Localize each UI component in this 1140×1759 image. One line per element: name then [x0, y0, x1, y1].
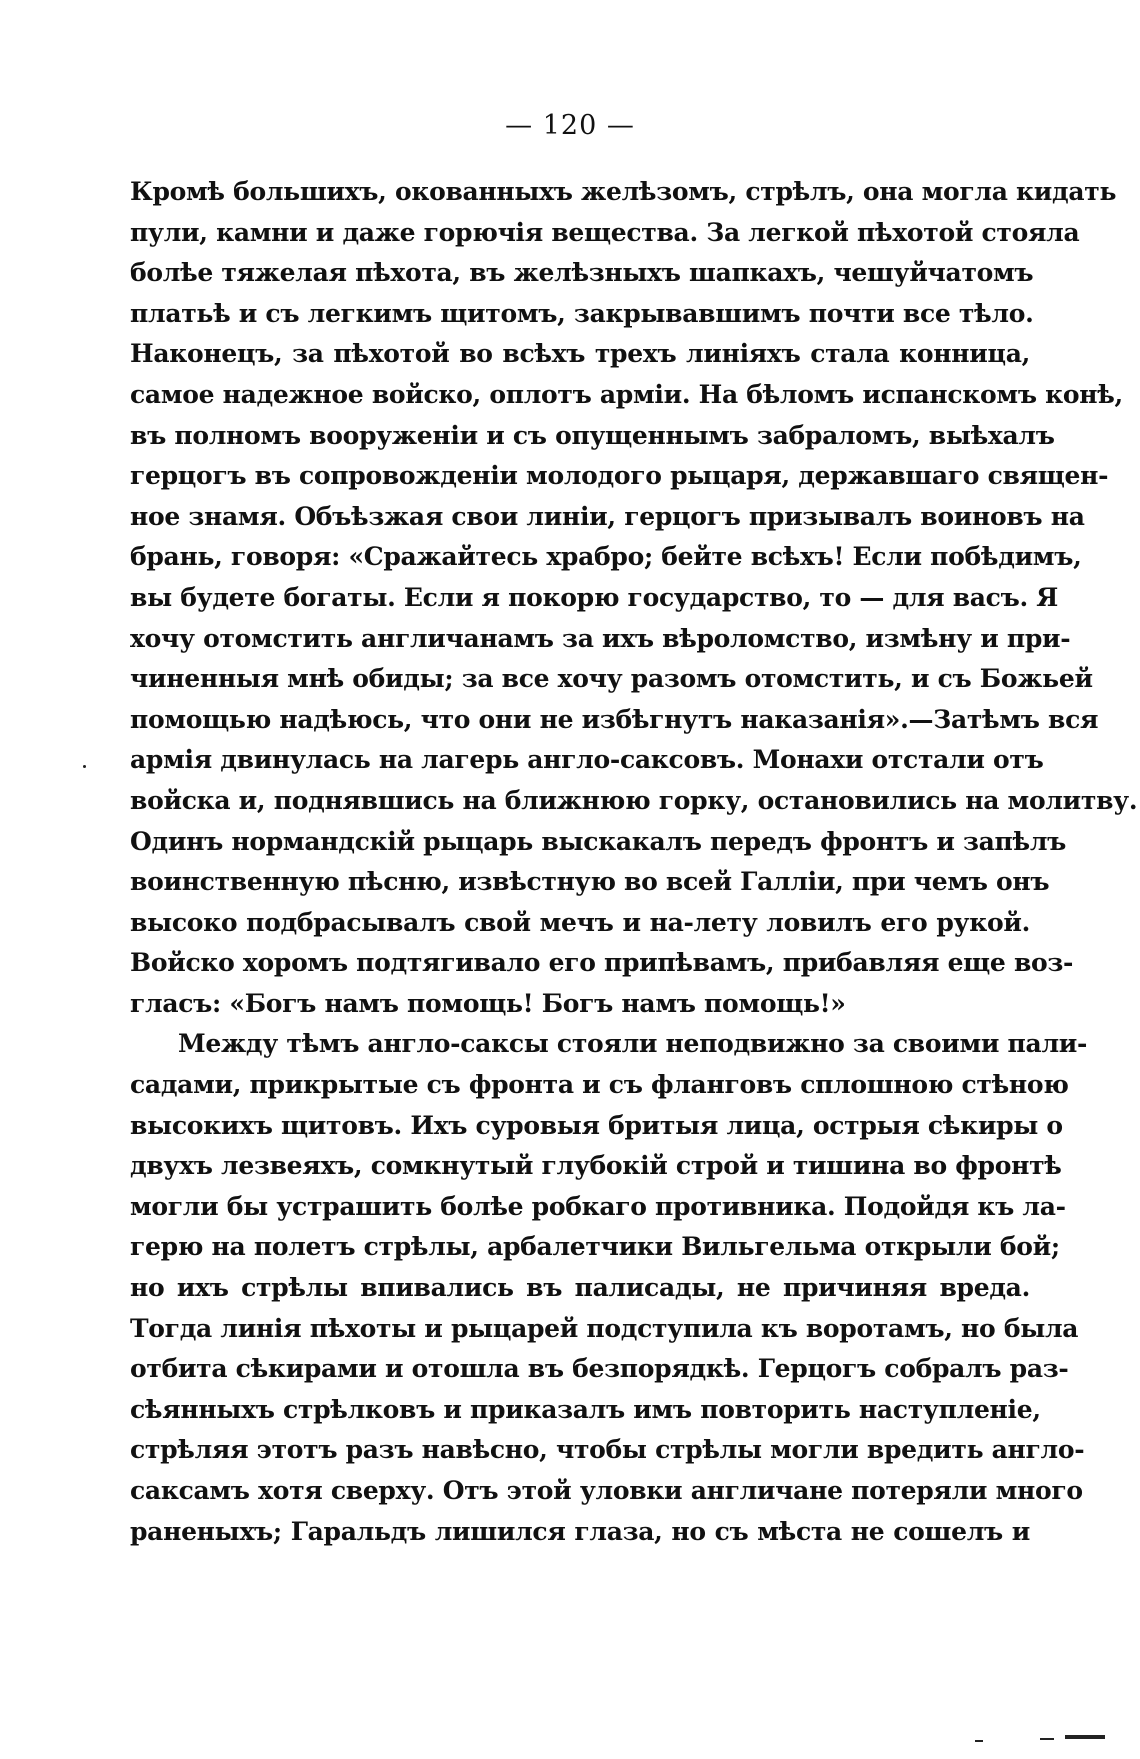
- text-line: хочу отомстить англичанамъ за ихъ вѣроломство, измѣну и при-: [130, 623, 1071, 653]
- text-line: самое надежное войско, оплотъ арміи. На бѣломъ испанскомъ конѣ,: [130, 379, 1123, 409]
- text-line: двухъ лезвеяхъ, сомкнутый глубокій строй и тишина во фронтѣ: [130, 1151, 1062, 1181]
- text-line: сѣянныхъ стрѣлковъ и приказалъ имъ повторить наступленіе,: [130, 1394, 1041, 1424]
- page-number: — 120 —: [505, 110, 635, 141]
- text-line: герцогъ въ сопровожденіи молодого рыцаря, державшаго священ-: [130, 461, 1109, 491]
- text-line: въ полномъ вооруженіи и съ опущеннымъ забраломъ, выѣхалъ: [130, 420, 1055, 450]
- text-line: высокихъ щитовъ. Ихъ суровыя бритыя лица, острыя сѣкиры о: [130, 1110, 1063, 1140]
- scan-artifact: [1065, 1735, 1105, 1739]
- text-line: брань, говоря: «Сражайтесь храбро; бейте всѣхъ! Если побѣдимъ,: [130, 542, 1082, 572]
- text-line: Кромѣ большихъ, окованныхъ желѣзомъ, стрѣлъ, она могла кидать: [130, 177, 1117, 206]
- body-text: [130, 172, 1138, 1552]
- text-line: но ихъ стрѣлы впивались въ палисады, не причиняя вреда.: [130, 1273, 1030, 1303]
- text-line: Войско хоромъ подтягивало его припѣвамъ, прибавляя еще воз-: [130, 948, 1074, 978]
- text-line: болѣе тяжелая пѣхота, въ желѣзныхъ шапкахъ, чешуйчатомъ: [130, 258, 1034, 288]
- text-line: Одинъ нормандскій рыцарь выскакалъ передъ фронтъ и запѣлъ: [130, 826, 1067, 856]
- scan-artifact: [83, 765, 86, 768]
- text-line: ное знамя. Объѣзжая свои линіи, герцогъ призывалъ воиновъ на: [130, 501, 1085, 531]
- text-line: платьѣ и съ легкимъ щитомъ, закрывавшимъ почти все тѣло.: [130, 298, 1034, 328]
- paragraph-1: [130, 172, 1138, 1024]
- text-line: Между тѣмъ англо-саксы стояли неподвижно за своими пали-: [178, 1029, 1088, 1059]
- text-line: армія двинулась на лагерь англо-саксовъ. Монахи отстали отъ: [130, 745, 1044, 775]
- text-line: вы будете богаты. Если я покорю государство, то — для васъ. Я: [130, 582, 1059, 612]
- text-line: высоко подбрасывалъ свой мечъ и на-лету ловилъ его рукой.: [130, 907, 1030, 937]
- text-line: садами, прикрытые съ фронта и съ фланговъ сплошною стѣною: [130, 1070, 1069, 1100]
- text-line: помощью надѣюсь, что они не избѣгнутъ наказанія».—Затѣмъ вся: [130, 704, 1099, 734]
- text-line: отбита сѣкирами и отошла въ безпорядкѣ. Герцогъ собралъ раз-: [130, 1354, 1069, 1384]
- paragraph-2: [130, 1024, 1088, 1552]
- text-line: Тогда линія пѣхоты и рыцарей подступила къ воротамъ, но была: [130, 1313, 1079, 1343]
- text-line: пули, камни и даже горючія вещества. За легкой пѣхотой стояла: [130, 217, 1080, 247]
- text-line: герю на полетъ стрѣлы, арбалетчики Вильгельма открыли бой;: [130, 1232, 1060, 1262]
- text-line: гласъ: «Богъ намъ помощь! Богъ намъ помощь!»: [130, 988, 846, 1018]
- text-line: саксамъ хотя сверху. Отъ этой уловки англичане потеряли много: [130, 1476, 1083, 1505]
- scan-artifact: [975, 1740, 983, 1742]
- text-line: Наконецъ, за пѣхотой во всѣхъ трехъ линіяхъ стала конница,: [130, 339, 1030, 369]
- text-line: войска и, поднявшись на ближнюю горку, остановились на молитву.: [130, 785, 1138, 815]
- text-line: могли бы устрашить болѣе робкаго противника. Подойдя къ ла-: [130, 1191, 1066, 1221]
- text-line: чиненныя мнѣ обиды; за все хочу разомъ отомстить, и съ Божьей: [130, 664, 1093, 694]
- text-line: раненыхъ; Гаральдъ лишился глаза, но съ мѣста не сошелъ и: [130, 1516, 1030, 1546]
- text-line: стрѣляя этотъ разъ навѣсно, чтобы стрѣлы могли вредить англо-: [130, 1435, 1085, 1465]
- scan-artifact: [1040, 1738, 1054, 1740]
- text-line: воинственную пѣсню, извѣстную во всей Галліи, при чемъ онъ: [130, 867, 1050, 897]
